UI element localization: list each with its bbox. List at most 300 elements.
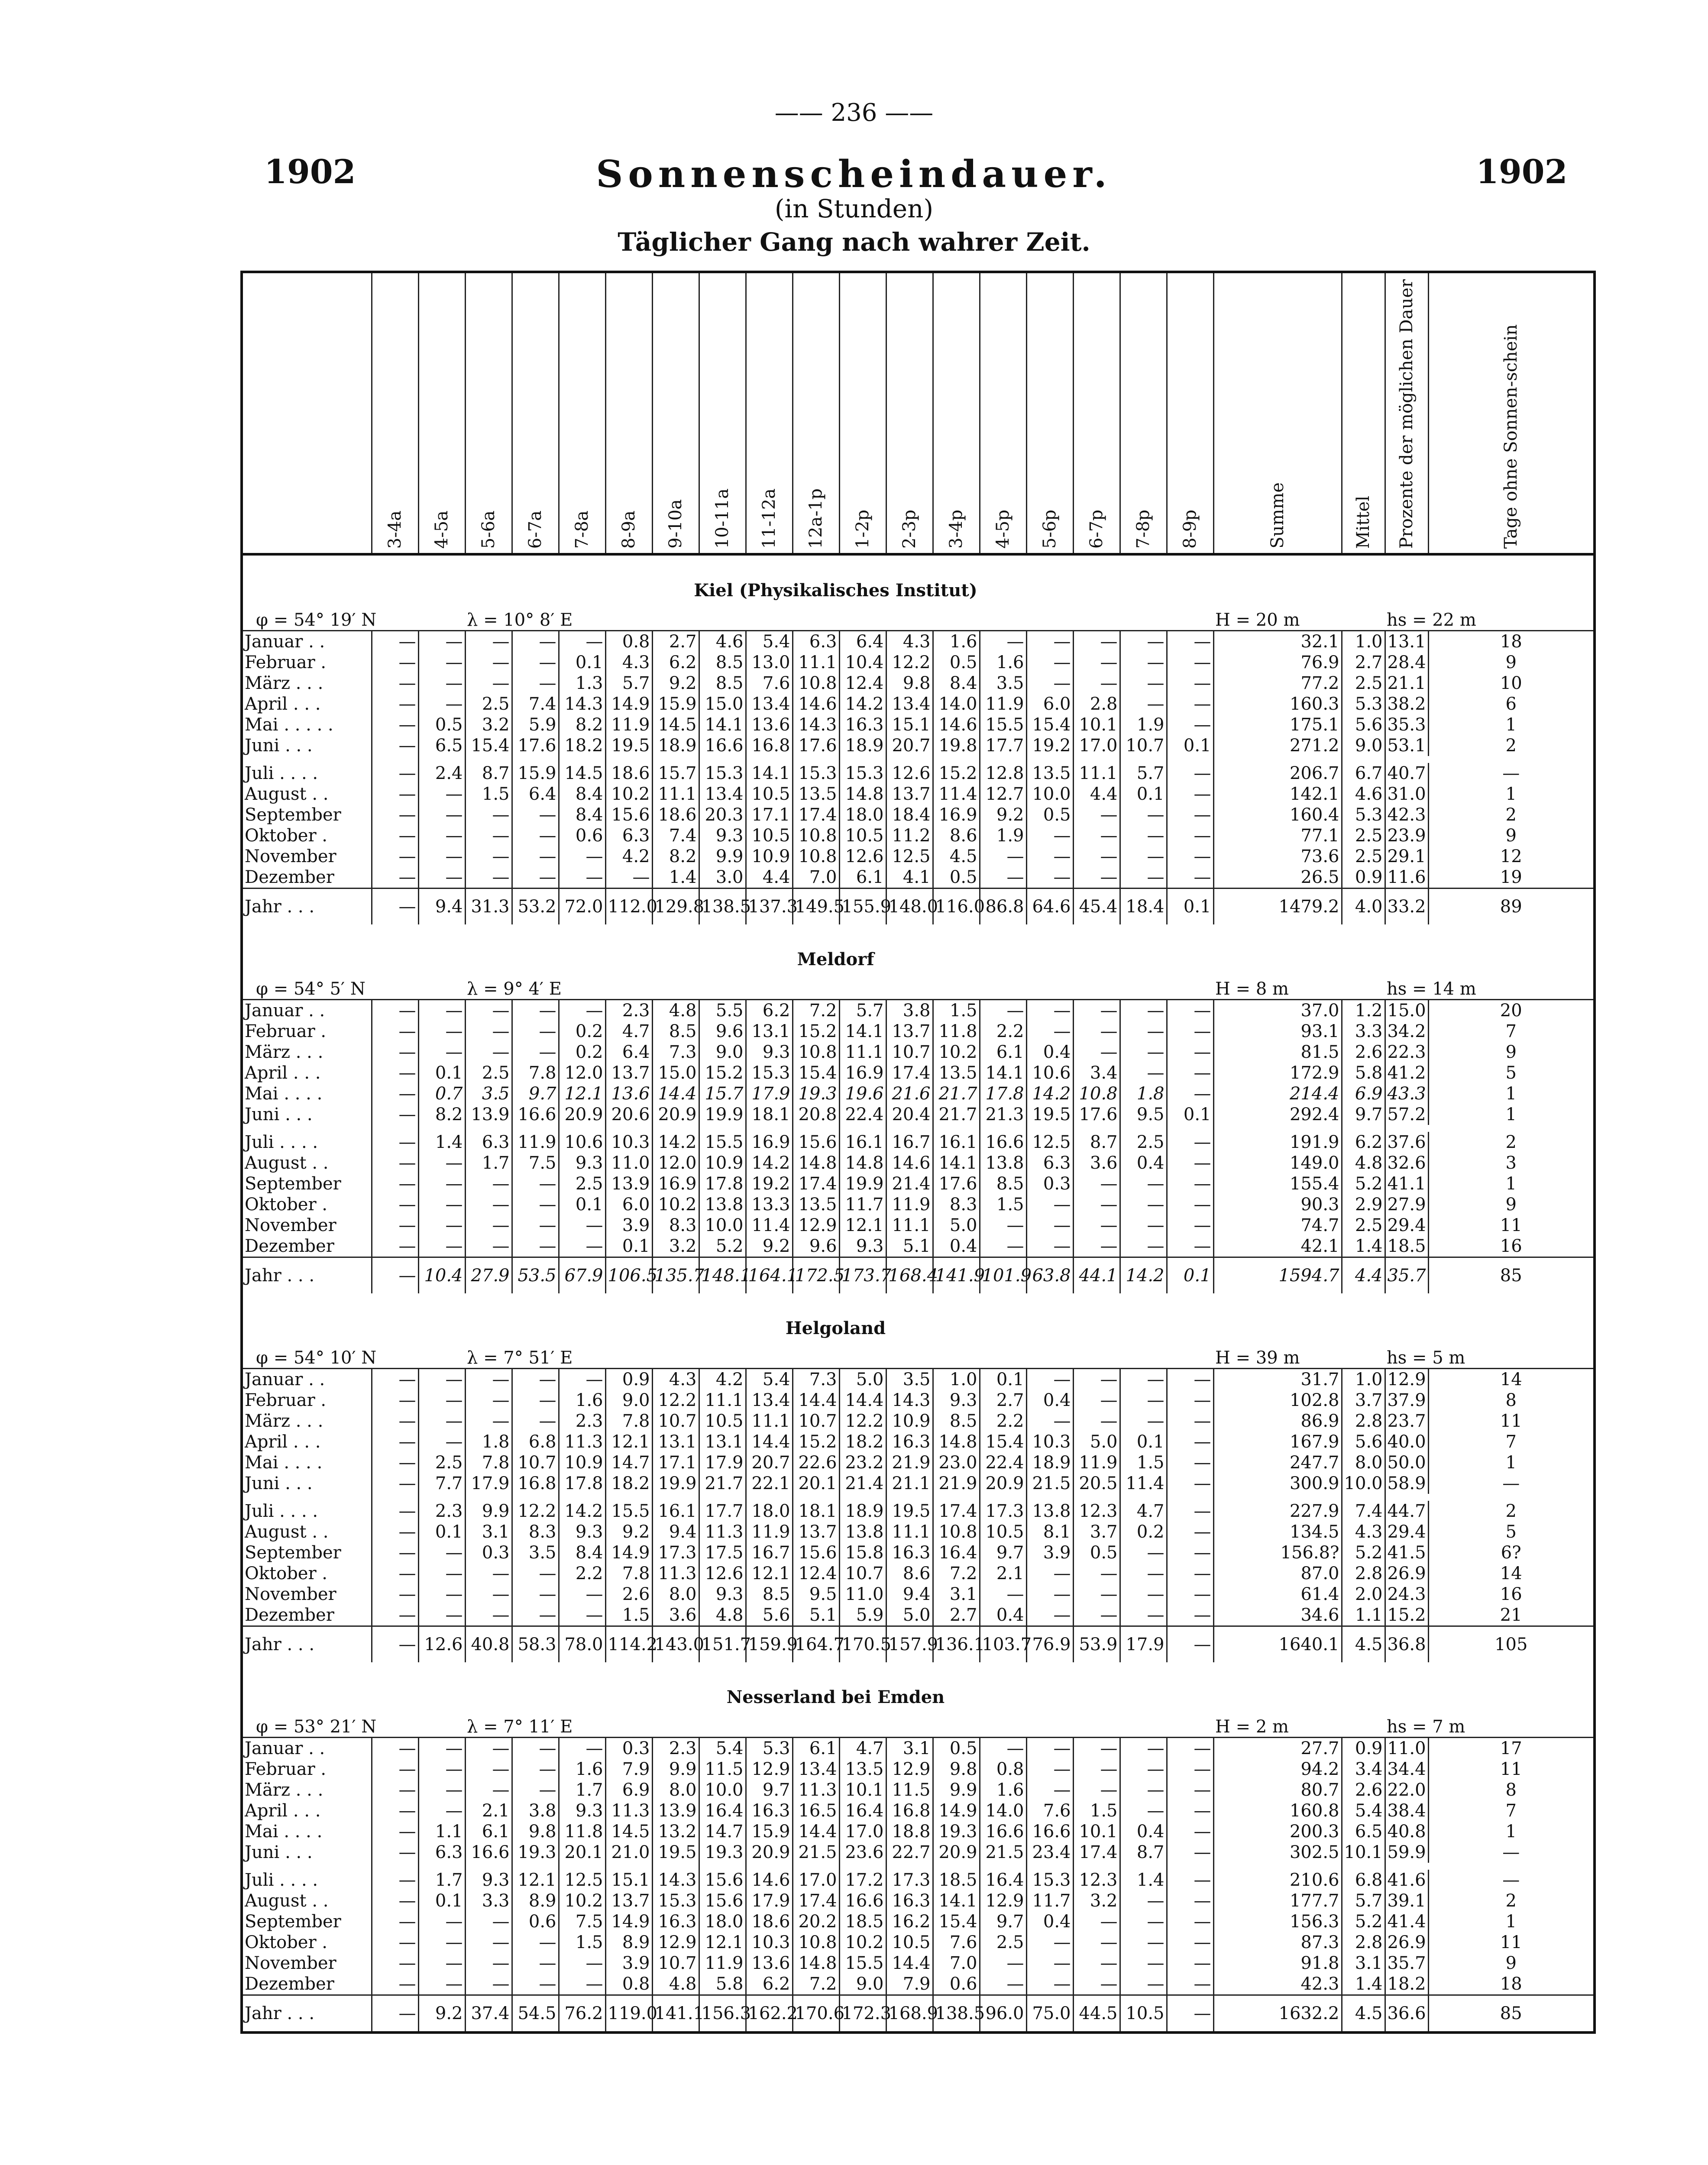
table-cell: 17.4 xyxy=(793,805,839,825)
table-cell: 10.3 xyxy=(1026,1431,1073,1452)
month-label: Oktober . xyxy=(245,1195,328,1215)
table-cell: 6 xyxy=(1428,694,1595,714)
table-cell: 17.7 xyxy=(699,1501,746,1522)
table-cell: — xyxy=(465,846,512,867)
month-label: September xyxy=(245,1543,341,1563)
spacer xyxy=(605,1707,1213,1738)
table-cell: 29.4 xyxy=(1385,1522,1428,1542)
gap-cell xyxy=(886,1494,933,1501)
table-cell: — xyxy=(1428,763,1595,784)
table-cell: 3.1 xyxy=(1342,1953,1385,1974)
table-cell: — xyxy=(1167,1390,1213,1411)
table-cell: 8.3 xyxy=(512,1522,559,1542)
table-cell: 21.1 xyxy=(1385,673,1428,694)
table-cell: 22.0 xyxy=(1385,1780,1428,1800)
table-cell: 13.9 xyxy=(465,1104,512,1125)
table-cell: — xyxy=(1167,1042,1213,1063)
month-label: November xyxy=(245,1584,336,1605)
table-cell: 45.4 xyxy=(1073,889,1120,925)
table-cell: 8.7 xyxy=(465,763,512,784)
table-cell: 1632.2 xyxy=(1213,1995,1342,2033)
table-cell: 17.6 xyxy=(1073,1104,1120,1125)
table-cell: 14.3 xyxy=(652,1870,699,1890)
table-cell: 5.2 xyxy=(1342,1911,1385,1932)
table-cell: 2.7 xyxy=(980,1390,1026,1411)
table-cell: 6.7 xyxy=(1342,763,1385,784)
month-label: April . . . xyxy=(245,1801,321,1821)
table-cell: 1 xyxy=(1428,1173,1595,1194)
table-cell: 16 xyxy=(1428,1236,1595,1257)
month-label: Dezember xyxy=(245,867,334,888)
table-cell: — xyxy=(418,1974,465,1995)
table-cell: — xyxy=(1167,825,1213,846)
table-cell: 17.0 xyxy=(793,1870,839,1890)
table-cell: 21.5 xyxy=(980,1842,1026,1863)
table-cell: 9 xyxy=(1428,1194,1595,1215)
table-cell: 28.4 xyxy=(1385,652,1428,673)
table-cell: 11.0 xyxy=(605,1153,652,1173)
table-row xyxy=(242,1974,1595,1995)
table-cell: 13.1 xyxy=(699,1431,746,1452)
table-cell: — xyxy=(1167,1153,1213,1173)
table-cell: 22.4 xyxy=(839,1104,886,1125)
table-cell: — xyxy=(418,784,465,805)
table-cell: 5.1 xyxy=(886,1236,933,1257)
table-cell: 1.9 xyxy=(980,825,1026,846)
month-label: April . . . xyxy=(245,694,321,714)
table-cell: 14.1 xyxy=(699,714,746,735)
table-cell: — xyxy=(1167,1215,1213,1236)
table-cell: — xyxy=(465,1236,512,1257)
table-cell: 20.9 xyxy=(559,1104,605,1125)
month-label: Juni . . . xyxy=(245,1473,313,1494)
table-cell: 10.7 xyxy=(886,1042,933,1063)
table-cell: 1.8 xyxy=(465,1431,512,1452)
table-cell: 14.4 xyxy=(793,1821,839,1842)
table-cell: 2.5 xyxy=(1342,673,1385,694)
table-cell: 21.7 xyxy=(699,1473,746,1494)
table-cell: 10.7 xyxy=(793,1411,839,1431)
table-cell: — xyxy=(372,1173,418,1194)
table-cell: — xyxy=(418,1173,465,1194)
table-cell: 7.5 xyxy=(512,1153,559,1173)
table-cell: 16.9 xyxy=(839,1063,886,1083)
gap-cell xyxy=(886,1125,933,1132)
table-row xyxy=(242,694,1595,714)
table-cell: 86.8 xyxy=(980,889,1026,925)
table-cell: 12.4 xyxy=(839,673,886,694)
table-cell: 18.2 xyxy=(1385,1974,1428,1995)
station-coordinates-row xyxy=(242,601,1595,631)
table-cell: 1.6 xyxy=(980,652,1026,673)
gap-cell xyxy=(1213,1494,1342,1501)
table-cell: 13.5 xyxy=(933,1063,980,1083)
table-body xyxy=(242,554,1595,2033)
table-cell: 172.5 xyxy=(793,1257,839,1294)
table-cell: 0.4 xyxy=(1026,1390,1073,1411)
table-cell: — xyxy=(418,1153,465,1173)
table-cell: 5.8 xyxy=(699,1974,746,1995)
month-label: Januar . . xyxy=(242,1738,372,1759)
table-cell: 8.9 xyxy=(605,1932,652,1953)
table-cell: — xyxy=(465,1932,512,1953)
table-cell: 94.2 xyxy=(1213,1759,1342,1780)
table-cell: — xyxy=(372,805,418,825)
table-cell: 17.4 xyxy=(933,1501,980,1522)
table-cell: 135.7 xyxy=(652,1257,699,1294)
table-cell: 11.8 xyxy=(933,1021,980,1042)
table-cell: — xyxy=(465,1390,512,1411)
table-cell: 3.9 xyxy=(605,1215,652,1236)
table-cell: 149.0 xyxy=(1213,1153,1342,1173)
table-cell: — xyxy=(372,825,418,846)
gap-cell xyxy=(242,1494,372,1501)
table-cell: 15.1 xyxy=(605,1870,652,1890)
table-cell: 5.0 xyxy=(886,1605,933,1626)
table-cell: 37.0 xyxy=(1213,1000,1342,1021)
table-cell: — xyxy=(372,1431,418,1452)
table-cell: 23.9 xyxy=(1385,825,1428,846)
table-cell: 12.5 xyxy=(559,1870,605,1890)
table-cell: — xyxy=(512,1759,559,1780)
month-label: Oktober . xyxy=(245,826,328,846)
table-cell: 10.5 xyxy=(886,1932,933,1953)
table-cell: 16.3 xyxy=(886,1890,933,1911)
table-cell: 18.6 xyxy=(652,805,699,825)
table-cell: 10.7 xyxy=(512,1452,559,1473)
table-cell: 12.9 xyxy=(886,1759,933,1780)
table-cell: 0.6 xyxy=(559,825,605,846)
table-cell: 11.0 xyxy=(839,1584,886,1605)
table-cell: 21.5 xyxy=(1026,1473,1073,1494)
table-cell: 14.2 xyxy=(1120,1257,1167,1294)
table-cell: 7.8 xyxy=(465,1452,512,1473)
table-cell: 2.5 xyxy=(980,1932,1026,1953)
table-cell: 21.9 xyxy=(933,1473,980,1494)
table-cell: 19.3 xyxy=(933,1821,980,1842)
table-cell: 15.3 xyxy=(793,763,839,784)
table-cell: 18.2 xyxy=(605,1473,652,1494)
table-cell: 10.2 xyxy=(605,784,652,805)
table-cell: 8.5 xyxy=(933,1411,980,1431)
table-cell: — xyxy=(980,1215,1026,1236)
table-row xyxy=(242,1021,1595,1042)
table-cell: 11.9 xyxy=(699,1953,746,1974)
table-cell: 4.7 xyxy=(1120,1501,1167,1522)
column-header xyxy=(465,272,512,554)
column-header-label: 2-3p xyxy=(899,510,919,549)
table-cell: 7.6 xyxy=(746,673,793,694)
table-cell: 5.5 xyxy=(699,1000,746,1021)
table-cell: — xyxy=(1167,1369,1213,1390)
table-cell: 8.5 xyxy=(699,652,746,673)
table-cell: 0.5 xyxy=(933,867,980,889)
table-cell: 17.7 xyxy=(980,735,1026,756)
table-row xyxy=(242,1215,1595,1236)
month-label: Januar . . xyxy=(242,1000,372,1021)
table-row xyxy=(242,1236,1595,1257)
table-cell: 15.4 xyxy=(933,1911,980,1932)
table-cell: 6? xyxy=(1428,1542,1595,1563)
table-cell: — xyxy=(512,1584,559,1605)
gap-cell xyxy=(1120,756,1167,763)
table-cell: 3.5 xyxy=(512,1542,559,1563)
table-cell: — xyxy=(1026,867,1073,889)
table-cell: 141.1 xyxy=(652,1995,699,2033)
table-cell: — xyxy=(512,1021,559,1042)
table-cell: 9.5 xyxy=(1120,1104,1167,1125)
table-cell: — xyxy=(372,889,418,925)
month-label: September xyxy=(245,805,341,825)
gap-cell xyxy=(933,1125,980,1132)
table-row xyxy=(242,1390,1595,1411)
table-cell: 2.5 xyxy=(1342,1215,1385,1236)
gap-cell xyxy=(465,756,512,763)
table-cell: — xyxy=(1073,1780,1120,1800)
table-cell: 9.7 xyxy=(1342,1104,1385,1125)
table-cell: — xyxy=(1167,694,1213,714)
table-cell: — xyxy=(465,1194,512,1215)
table-cell: 5 xyxy=(1428,1522,1595,1542)
table-cell: — xyxy=(372,1911,418,1932)
table-cell: 17.4 xyxy=(1073,1842,1120,1863)
table-cell: 0.2 xyxy=(559,1021,605,1042)
table-cell: 18.4 xyxy=(1120,889,1167,925)
table-cell: — xyxy=(1073,1369,1120,1390)
table-cell: 40.8 xyxy=(1385,1821,1428,1842)
month-label: Juli . . . . xyxy=(245,763,318,784)
table-cell: — xyxy=(1026,652,1073,673)
table-row xyxy=(242,1605,1595,1626)
month-label: Dezember xyxy=(245,1974,334,1994)
table-cell: 12.9 xyxy=(1385,1369,1428,1390)
table-cell: 160.4 xyxy=(1213,805,1342,825)
table-cell: 2.5 xyxy=(1120,1132,1167,1153)
column-header-label: Tage ohne Sonnen-schein xyxy=(1501,324,1521,549)
gap-cell xyxy=(839,756,886,763)
table-cell: — xyxy=(418,1800,465,1821)
table-cell: — xyxy=(372,1522,418,1542)
table-cell: 0.5 xyxy=(933,1738,980,1759)
table-row xyxy=(242,1953,1595,1974)
table-cell: 18.5 xyxy=(839,1911,886,1932)
table-cell: 8.6 xyxy=(886,1563,933,1584)
table-cell: 6.9 xyxy=(605,1780,652,1800)
table-cell: 15.5 xyxy=(605,1501,652,1522)
table-cell: — xyxy=(1167,1083,1213,1104)
table-cell: 2.6 xyxy=(1342,1042,1385,1063)
table-cell: 106.5 xyxy=(605,1257,652,1294)
table-cell: — xyxy=(1073,631,1120,653)
table-cell: 23.6 xyxy=(839,1842,886,1863)
month-label: Juni . . . xyxy=(245,736,313,756)
table-cell: 18.5 xyxy=(933,1870,980,1890)
gap-cell xyxy=(1073,756,1120,763)
table-cell: 2.5 xyxy=(559,1173,605,1194)
table-cell: 14 xyxy=(1428,1563,1595,1584)
table-cell: — xyxy=(372,1042,418,1063)
table-cell: — xyxy=(465,805,512,825)
table-cell: 2.3 xyxy=(559,1411,605,1431)
table-cell: 5.6 xyxy=(746,1605,793,1626)
table-cell: 11 xyxy=(1428,1411,1595,1431)
table-cell: — xyxy=(465,1974,512,1995)
table-cell: 156.8? xyxy=(1213,1542,1342,1563)
table-cell: 13.5 xyxy=(793,1194,839,1215)
table-cell: — xyxy=(372,1501,418,1522)
table-cell: — xyxy=(1167,1911,1213,1932)
table-cell: 14.9 xyxy=(933,1800,980,1821)
table-cell: — xyxy=(1167,763,1213,784)
table-cell: 4.8 xyxy=(699,1605,746,1626)
table-cell: 1.0 xyxy=(1342,1369,1385,1390)
gap-cell xyxy=(1167,1494,1213,1501)
table-cell: — xyxy=(1120,1542,1167,1563)
table-cell: — xyxy=(1167,714,1213,735)
table-cell: 12.2 xyxy=(512,1501,559,1522)
table-cell: 16.4 xyxy=(980,1870,1026,1890)
table-cell: 14.4 xyxy=(886,1953,933,1974)
table-cell: 9 xyxy=(1428,1953,1595,1974)
table-cell: 11.0 xyxy=(1385,1738,1428,1759)
table-cell: — xyxy=(372,1257,418,1294)
gap-cell xyxy=(242,1125,372,1132)
table-cell: 18.2 xyxy=(559,735,605,756)
table-row xyxy=(242,1431,1595,1452)
table-cell: — xyxy=(465,1759,512,1780)
table-cell: 18.0 xyxy=(839,805,886,825)
spacer xyxy=(605,601,1213,631)
table-cell: — xyxy=(1167,1800,1213,1821)
month-label: Mai . . . . xyxy=(245,1084,323,1104)
table-cell: 14.8 xyxy=(933,1431,980,1452)
latitude: φ = 54° 10′ N xyxy=(256,1348,377,1368)
station-title-row xyxy=(242,1662,1595,1707)
table-cell: — xyxy=(1120,1932,1167,1953)
document-title: Sonnenscheindauer. xyxy=(596,152,1112,196)
table-cell: 13.4 xyxy=(746,1390,793,1411)
table-cell: 162.2 xyxy=(746,1995,793,2033)
table-cell: 16.6 xyxy=(512,1104,559,1125)
table-cell: 7.8 xyxy=(512,1063,559,1083)
table-cell: 5.9 xyxy=(839,1605,886,1626)
table-cell: 3.8 xyxy=(512,1800,559,1821)
table-cell: 103.7 xyxy=(980,1626,1026,1663)
table-cell: 15.4 xyxy=(1026,714,1073,735)
column-header xyxy=(1026,272,1073,554)
table-cell: 15.0 xyxy=(652,1063,699,1083)
table-cell: 31.3 xyxy=(465,889,512,925)
gap-cell xyxy=(746,1494,793,1501)
table-cell: 20.9 xyxy=(652,1104,699,1125)
gap-cell xyxy=(699,1863,746,1870)
table-cell: — xyxy=(559,1605,605,1626)
table-cell: 4.3 xyxy=(652,1369,699,1390)
table-cell: 26.5 xyxy=(1213,867,1342,889)
table-cell: 7.8 xyxy=(605,1411,652,1431)
table-cell: — xyxy=(1073,1021,1120,1042)
table-cell: — xyxy=(1428,1870,1595,1890)
table-cell: 91.8 xyxy=(1213,1953,1342,1974)
column-header-label: 5-6a xyxy=(479,510,498,549)
table-cell: — xyxy=(1073,1911,1120,1932)
table-cell: 6.3 xyxy=(465,1132,512,1153)
table-cell: — xyxy=(465,1369,512,1390)
table-cell: — xyxy=(418,1605,465,1626)
table-cell: 11.3 xyxy=(793,1780,839,1800)
table-cell: 5 xyxy=(1428,1063,1595,1083)
gap-cell xyxy=(1213,1125,1342,1132)
table-cell: 8.2 xyxy=(559,714,605,735)
row-gap xyxy=(242,1494,1595,1501)
table-cell: 10.9 xyxy=(746,846,793,867)
table-cell: 1 xyxy=(1428,1821,1595,1842)
table-cell: 2.9 xyxy=(1342,1194,1385,1215)
table-cell: 4.2 xyxy=(605,846,652,867)
table-cell: 1.5 xyxy=(605,1605,652,1626)
table-cell: 17.1 xyxy=(652,1452,699,1473)
month-label: September xyxy=(245,1912,341,1932)
table-cell: 172.3 xyxy=(839,1995,886,2033)
table-cell: 191.9 xyxy=(1213,1132,1342,1153)
table-cell: 227.9 xyxy=(1213,1501,1342,1522)
year-label: Jahr . . . xyxy=(242,1995,372,2033)
year-right: 1902 xyxy=(1476,152,1568,191)
year-label: Jahr . . . xyxy=(242,1626,372,1663)
table-cell: 7.4 xyxy=(1342,1501,1385,1522)
table-cell: 33.2 xyxy=(1385,889,1428,925)
table-cell: 19.9 xyxy=(699,1104,746,1125)
table-cell: 9.3 xyxy=(699,825,746,846)
table-cell: 9 xyxy=(1428,652,1595,673)
table-cell: 206.7 xyxy=(1213,763,1342,784)
table-cell: 10.5 xyxy=(839,825,886,846)
table-cell: 14.9 xyxy=(605,694,652,714)
table-cell: 9.5 xyxy=(793,1584,839,1605)
table-cell: — xyxy=(418,1194,465,1215)
table-cell: 16.3 xyxy=(839,714,886,735)
table-cell: 2.1 xyxy=(980,1563,1026,1584)
table-cell: 41.4 xyxy=(1385,1911,1428,1932)
table-cell: 18.9 xyxy=(839,735,886,756)
gap-cell xyxy=(933,1863,980,1870)
table-cell: 75.0 xyxy=(1026,1995,1073,2033)
table-cell: — xyxy=(1167,1000,1213,1021)
table-cell: 31.0 xyxy=(1385,784,1428,805)
table-cell: 7.3 xyxy=(793,1369,839,1390)
table-cell: — xyxy=(512,1974,559,1995)
table-cell: 11.1 xyxy=(886,1522,933,1542)
table-cell: 3 xyxy=(1428,1153,1595,1173)
gap-cell xyxy=(933,1494,980,1501)
table-cell: — xyxy=(512,1780,559,1800)
table-cell: 58.9 xyxy=(1385,1473,1428,1494)
table-cell: 23.2 xyxy=(839,1452,886,1473)
gap-cell xyxy=(652,1863,699,1870)
table-cell: 19.5 xyxy=(605,735,652,756)
table-cell: — xyxy=(1167,867,1213,889)
gap-cell xyxy=(1342,1863,1385,1870)
table-cell: 9.7 xyxy=(980,1911,1026,1932)
column-header-label: 12a-1p xyxy=(806,488,826,549)
table-cell: 14.1 xyxy=(839,1021,886,1042)
table-cell: — xyxy=(512,805,559,825)
station-height: H = 20 m xyxy=(1215,610,1300,630)
table-cell: 13.1 xyxy=(1385,631,1428,653)
table-cell: 2.7 xyxy=(1342,652,1385,673)
table-cell: 21.6 xyxy=(886,1083,933,1104)
table-cell: 271.2 xyxy=(1213,735,1342,756)
